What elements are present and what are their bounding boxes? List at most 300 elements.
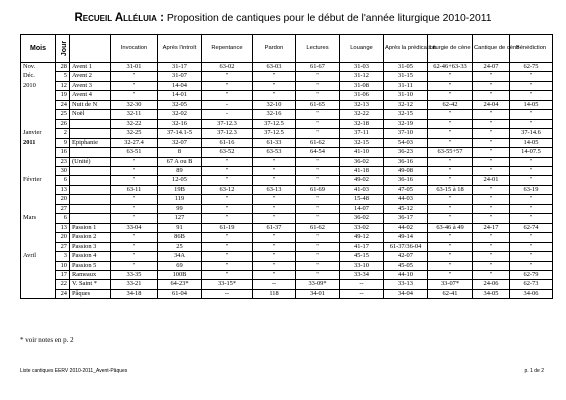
cell-mois (21, 204, 56, 213)
cell-value: 32-22 (111, 119, 158, 128)
cell-nom: Pâques (70, 289, 111, 298)
cell-value: " (296, 110, 340, 119)
cell-mois: Février (21, 176, 56, 185)
cell-value: 64-23* (158, 280, 202, 289)
cell-value: 32-25 (111, 129, 158, 138)
cell-nom: Passion 5 (70, 261, 111, 270)
cell-value: 63-46 à 49 (428, 223, 473, 232)
table-row (21, 289, 553, 298)
cell-value: " (510, 214, 553, 223)
table-row (21, 280, 553, 289)
cell-value: 63-13 (253, 185, 296, 194)
cell-value: " (111, 261, 158, 270)
cell-value: " (202, 252, 253, 261)
cell-value: 14-04 (158, 81, 202, 90)
cell-jour: 13 (56, 223, 70, 232)
cell-value: 32-07 (158, 138, 202, 147)
cell-value: 61-37/36-04 (384, 242, 428, 251)
cell-value: 37-14.1-5 (158, 129, 202, 138)
cell-nom: Passion 3 (70, 242, 111, 251)
cell-value: " (473, 81, 510, 90)
cell-value: 63-51 (111, 148, 158, 157)
cell-value: 61-67 (296, 63, 340, 72)
cell-value: " (202, 72, 253, 81)
cell-mois: Avril (21, 252, 56, 261)
cell-mois (21, 242, 56, 251)
cell-value: " (510, 176, 553, 185)
cell-mois (21, 157, 56, 166)
cell-value: 86B (158, 233, 202, 242)
cell-value: " (473, 91, 510, 100)
cell-value: 32-02 (158, 110, 202, 119)
cell-value: 41-17 (340, 242, 384, 251)
cell-value: 14-05 (510, 138, 553, 147)
cell-value: -- (202, 289, 253, 298)
cell-value: 31-17 (158, 63, 202, 72)
cell-value: 34-04 (384, 289, 428, 298)
header-repentance: Repentance (202, 35, 253, 63)
cell-value: 118 (253, 289, 296, 298)
table-row (21, 148, 553, 157)
cell-value: 62-41 (428, 289, 473, 298)
cell-jour: 27 (56, 242, 70, 251)
cell-nom: Epiphanie (70, 138, 111, 147)
cell-value: " (253, 214, 296, 223)
cell-value: " (253, 81, 296, 90)
cell-value: 25 (158, 242, 202, 251)
cell-nom: Avent 4 (70, 91, 111, 100)
cell-value: 32-16 (158, 119, 202, 128)
cell-jour: 19 (56, 91, 70, 100)
cell-value: 63-52 (202, 148, 253, 157)
cell-value: " (473, 129, 510, 138)
cell-value: 34-01 (296, 289, 340, 298)
cell-value: 31-07 (158, 72, 202, 81)
cell-jour: 5 (56, 72, 70, 81)
cell-value: 37-12.3 (202, 119, 253, 128)
title-rest: Proposition de cantiques pour le début de l'année liturgique 2010-2011 (163, 13, 492, 24)
cell-value: 63-15 à 18 (428, 185, 473, 194)
cell-value: " (253, 157, 296, 166)
table-row (21, 72, 553, 81)
cell-value: " (296, 81, 340, 90)
cell-value: 32-27.4 (111, 138, 158, 147)
cell-value: 63-19 (510, 185, 553, 194)
cell-jour: 16 (56, 148, 70, 157)
cell-value: 62-73 (510, 280, 553, 289)
cell-nom: Passion 2 (70, 233, 111, 242)
table-row (21, 204, 553, 213)
cell-value: " (296, 166, 340, 175)
cell-value: 45-05 (384, 261, 428, 270)
table-row (21, 261, 553, 270)
cell-value: 41-10 (340, 148, 384, 157)
table-row (21, 91, 553, 100)
cell-value: " (253, 252, 296, 261)
cell-value: 36-16 (384, 176, 428, 185)
cell-value: " (428, 176, 473, 185)
cell-mois (21, 270, 56, 279)
cell-mois (21, 261, 56, 270)
cell-jour: 17 (56, 270, 70, 279)
cell-value: " (111, 157, 158, 166)
cell-value: 100B (158, 270, 202, 279)
header-invocation: Invocation (111, 35, 158, 63)
cell-value: 19B (158, 185, 202, 194)
cell-value: 49-08 (384, 166, 428, 175)
cell-value: " (111, 195, 158, 204)
cell-value: " (428, 270, 473, 279)
cell-value: " (296, 157, 340, 166)
cell-nom (70, 176, 111, 185)
cell-value: 32-13 (340, 100, 384, 109)
table-row (21, 176, 553, 185)
cell-value: 69 (158, 261, 202, 270)
cell-value: " (296, 214, 340, 223)
cell-mois (21, 91, 56, 100)
cell-value: " (202, 204, 253, 213)
cell-value: 31-15 (384, 72, 428, 81)
cell-value: 31-03 (340, 63, 384, 72)
cell-value: 14-01 (158, 91, 202, 100)
cell-value: " (510, 204, 553, 213)
cell-value: 33-15* (202, 280, 253, 289)
cell-value: 36-16 (384, 157, 428, 166)
cell-value: 37-12.5 (253, 119, 296, 128)
cell-value: " (202, 233, 253, 242)
cell-nom: V. Saint * (70, 280, 111, 289)
cell-mois (21, 289, 56, 298)
cell-value: -- (340, 280, 384, 289)
cell-value: 33-09* (296, 280, 340, 289)
cell-mois: Mars (21, 214, 56, 223)
cell-value: 45-15 (340, 252, 384, 261)
cell-jour: 10 (56, 261, 70, 270)
cell-value: " (296, 176, 340, 185)
cell-jour: 20 (56, 195, 70, 204)
cell-value: 61-69 (296, 185, 340, 194)
cell-value: " (510, 157, 553, 166)
cell-value: 119 (158, 195, 202, 204)
cell-value: 32-30 (111, 100, 158, 109)
cell-value: " (510, 195, 553, 204)
cell-value: 31-08 (340, 81, 384, 90)
cell-value: " (473, 242, 510, 251)
cell-value: 91 (158, 223, 202, 232)
table-row (21, 129, 553, 138)
table-row (21, 223, 553, 232)
cell-value: - (202, 100, 253, 109)
cell-value: " (510, 233, 553, 242)
cell-value: 62-79 (510, 270, 553, 279)
cell-value: 24-06 (473, 280, 510, 289)
table-row (21, 100, 553, 109)
table-row (21, 110, 553, 119)
cell-value: 37-11 (340, 129, 384, 138)
cell-value: 49-12 (340, 233, 384, 242)
cell-value: 14-07 (340, 204, 384, 213)
cell-value: 37-14.6 (510, 129, 553, 138)
cell-value: " (296, 261, 340, 270)
cell-nom: Avent 1 (70, 63, 111, 72)
cell-value: 32-19 (384, 119, 428, 128)
cell-value: " (473, 252, 510, 261)
cell-value: " (510, 91, 553, 100)
cell-value: " (510, 242, 553, 251)
table-row (21, 166, 553, 175)
cell-value: 62-46+63-33 (428, 63, 473, 72)
cell-value: " (473, 204, 510, 213)
cell-jour: 27 (56, 204, 70, 213)
cell-value: " (296, 204, 340, 213)
cell-value: 15-48 (340, 195, 384, 204)
cell-value: " (111, 242, 158, 251)
cell-value: " (202, 81, 253, 90)
cell-value: 67 A ou B (158, 157, 202, 166)
cell-jour: 12 (56, 81, 70, 90)
cell-value: 36-02 (340, 214, 384, 223)
cell-mois (21, 110, 56, 119)
cell-value: " (473, 185, 510, 194)
cell-value: 61-04 (158, 289, 202, 298)
cell-value: " (473, 138, 510, 147)
cell-value: 62-42 (428, 100, 473, 109)
cell-mois (21, 233, 56, 242)
cell-value: 14-05 (510, 100, 553, 109)
cell-value: 32-16 (253, 110, 296, 119)
cell-value: 45-12 (384, 204, 428, 213)
cell-value: 33-04 (111, 223, 158, 232)
footer-page-number: p. 1 de 2 (524, 368, 544, 374)
cell-value: " (202, 270, 253, 279)
header-apres-predication: Après la prédication (384, 35, 428, 63)
cell-value: " (428, 242, 473, 251)
cell-value: 31-05 (384, 63, 428, 72)
cell-value: " (428, 129, 473, 138)
cell-value: 31-11 (384, 81, 428, 90)
cell-value: " (428, 138, 473, 147)
cell-value: 12-05 (158, 176, 202, 185)
cell-nom (70, 119, 111, 128)
cell-value: " (428, 252, 473, 261)
cell-value: " (428, 81, 473, 90)
cell-value: 47-05 (384, 185, 428, 194)
cell-value: 61-16 (202, 138, 253, 147)
cell-value: " (510, 119, 553, 128)
cell-value: " (202, 242, 253, 251)
table-row (21, 119, 553, 128)
cell-value: " (428, 204, 473, 213)
cell-nom (70, 185, 111, 194)
header-nom (70, 35, 111, 63)
cell-value: 49-14 (384, 233, 428, 242)
cell-nom: Passion 4 (70, 252, 111, 261)
cell-value: 99 (158, 204, 202, 213)
cell-value: " (473, 110, 510, 119)
cell-value: 32-12 (384, 100, 428, 109)
cell-value: 44-03 (384, 195, 428, 204)
cell-jour: 25 (56, 110, 70, 119)
cell-value: 34A (158, 252, 202, 261)
cell-mois (21, 223, 56, 232)
cell-value: " (202, 91, 253, 100)
cell-value: 61-33 (253, 138, 296, 147)
cell-value: 32-11 (111, 110, 158, 119)
cell-nom: Avent 2 (70, 72, 111, 81)
cell-value: 37-10 (384, 129, 428, 138)
cell-jour: 20 (56, 233, 70, 242)
table-row (21, 185, 553, 194)
cell-value: 63-12 (202, 185, 253, 194)
cell-value: 41-18 (340, 166, 384, 175)
cell-jour: 6 (56, 176, 70, 185)
cell-value: 32-15 (340, 138, 384, 147)
cell-value: " (253, 91, 296, 100)
cell-value: 31-10 (384, 91, 428, 100)
cell-value: " (428, 157, 473, 166)
header-pardon: Pardon (253, 35, 296, 63)
cell-value: " (473, 166, 510, 175)
cell-value: 33-13 (384, 280, 428, 289)
cell-value: 63-55+57 (428, 148, 473, 157)
cell-value: " (473, 119, 510, 128)
cell-value: " (428, 195, 473, 204)
cell-value: " (111, 176, 158, 185)
cell-value: 34-05 (473, 289, 510, 298)
cell-value: " (111, 214, 158, 223)
cell-nom (70, 129, 111, 138)
cell-mois: Nov. (21, 63, 56, 72)
cell-value: 61-65 (296, 100, 340, 109)
cell-value: 49-02 (340, 176, 384, 185)
cell-value: " (253, 233, 296, 242)
cell-value: 32-22 (340, 110, 384, 119)
cell-value: " (428, 72, 473, 81)
cell-value: " (111, 233, 158, 242)
table-row (21, 63, 553, 72)
cell-nom: (Unité) (70, 157, 111, 166)
cell-mois: 2010 (21, 81, 56, 90)
cell-value: 24-07 (473, 63, 510, 72)
cell-nom (70, 148, 111, 157)
table-row (21, 195, 553, 204)
cell-value: " (428, 119, 473, 128)
cell-value: 24-04 (473, 100, 510, 109)
cell-value: " (253, 166, 296, 175)
cell-value: " (202, 166, 253, 175)
cell-value: 127 (158, 214, 202, 223)
cell-value: 32-18 (340, 119, 384, 128)
cell-value: 44-10 (384, 270, 428, 279)
cell-value: - (202, 110, 253, 119)
header-liturgie-cene: Liturgie de cène (428, 35, 473, 63)
cell-value: 61-19 (202, 223, 253, 232)
cell-jour: 23 (56, 157, 70, 166)
cell-value: " (111, 91, 158, 100)
cell-value: 63-03 (253, 63, 296, 72)
cell-value: " (428, 261, 473, 270)
cell-value: 24-17 (473, 223, 510, 232)
cell-value: 64-54 (296, 148, 340, 157)
cell-value: " (253, 204, 296, 213)
document-title (0, 12, 566, 24)
header-cantique-cene: Cantique de cène (473, 35, 510, 63)
cell-value: " (111, 204, 158, 213)
cell-jour: 6 (56, 214, 70, 223)
cell-nom (70, 195, 111, 204)
cell-value: 34-18 (111, 289, 158, 298)
cell-value: " (428, 91, 473, 100)
cell-value: " (296, 242, 340, 251)
cell-value: " (296, 119, 340, 128)
cell-value: " (296, 270, 340, 279)
header-mois: Mois (21, 35, 56, 63)
cell-value: " (510, 166, 553, 175)
cell-mois (21, 148, 56, 157)
table-row (21, 270, 553, 279)
title-main: Recueil Alléluia : (74, 12, 164, 24)
cell-value: " (202, 157, 253, 166)
cell-value: " (111, 72, 158, 81)
cell-mois (21, 166, 56, 175)
footer-filename: Liste cantiques EERV 2010-2011_Avent-Pâques (20, 368, 128, 374)
cell-value: 36-17 (384, 214, 428, 223)
cell-value: -- (253, 280, 296, 289)
cell-jour: 22 (56, 280, 70, 289)
cell-value: 36-02 (340, 157, 384, 166)
cell-nom: Noël (70, 110, 111, 119)
table-row (21, 242, 553, 251)
cell-value: " (296, 72, 340, 81)
footnote: * voir notes en p. 2 (20, 336, 74, 344)
header-jour: Jour (56, 35, 70, 63)
cell-nom (70, 166, 111, 175)
cell-value: 61-62 (296, 138, 340, 147)
cell-value: " (296, 195, 340, 204)
cell-value: " (296, 233, 340, 242)
cell-value: " (428, 233, 473, 242)
cell-value: 34-06 (510, 289, 553, 298)
cell-value: 61-62 (296, 223, 340, 232)
cell-value: 62-74 (510, 223, 553, 232)
cell-value: 32-05 (158, 100, 202, 109)
hymn-table (20, 34, 553, 299)
cell-value: 44-02 (384, 223, 428, 232)
cell-value: " (473, 270, 510, 279)
cell-value: 33-35 (111, 270, 158, 279)
header-apres-introit: Après l'introït (158, 35, 202, 63)
cell-value: 31-12 (340, 72, 384, 81)
cell-mois (21, 185, 56, 194)
cell-value: " (296, 252, 340, 261)
cell-value: 42-07 (384, 252, 428, 261)
cell-value: " (510, 72, 553, 81)
cell-mois (21, 195, 56, 204)
cell-value: 89 (158, 166, 202, 175)
header-benediction: Bénédiction (510, 35, 553, 63)
header-lectures: Lectures (296, 35, 340, 63)
cell-value: " (111, 81, 158, 90)
cell-value: " (253, 242, 296, 251)
cell-value: 36-23 (384, 148, 428, 157)
cell-value: 63-11 (111, 185, 158, 194)
cell-nom: Avent 3 (70, 81, 111, 90)
cell-value: 32-10 (253, 100, 296, 109)
cell-nom: Nuit de N (70, 100, 111, 109)
table-row (21, 233, 553, 242)
cell-mois (21, 280, 56, 289)
cell-value: 33-02 (340, 223, 384, 232)
